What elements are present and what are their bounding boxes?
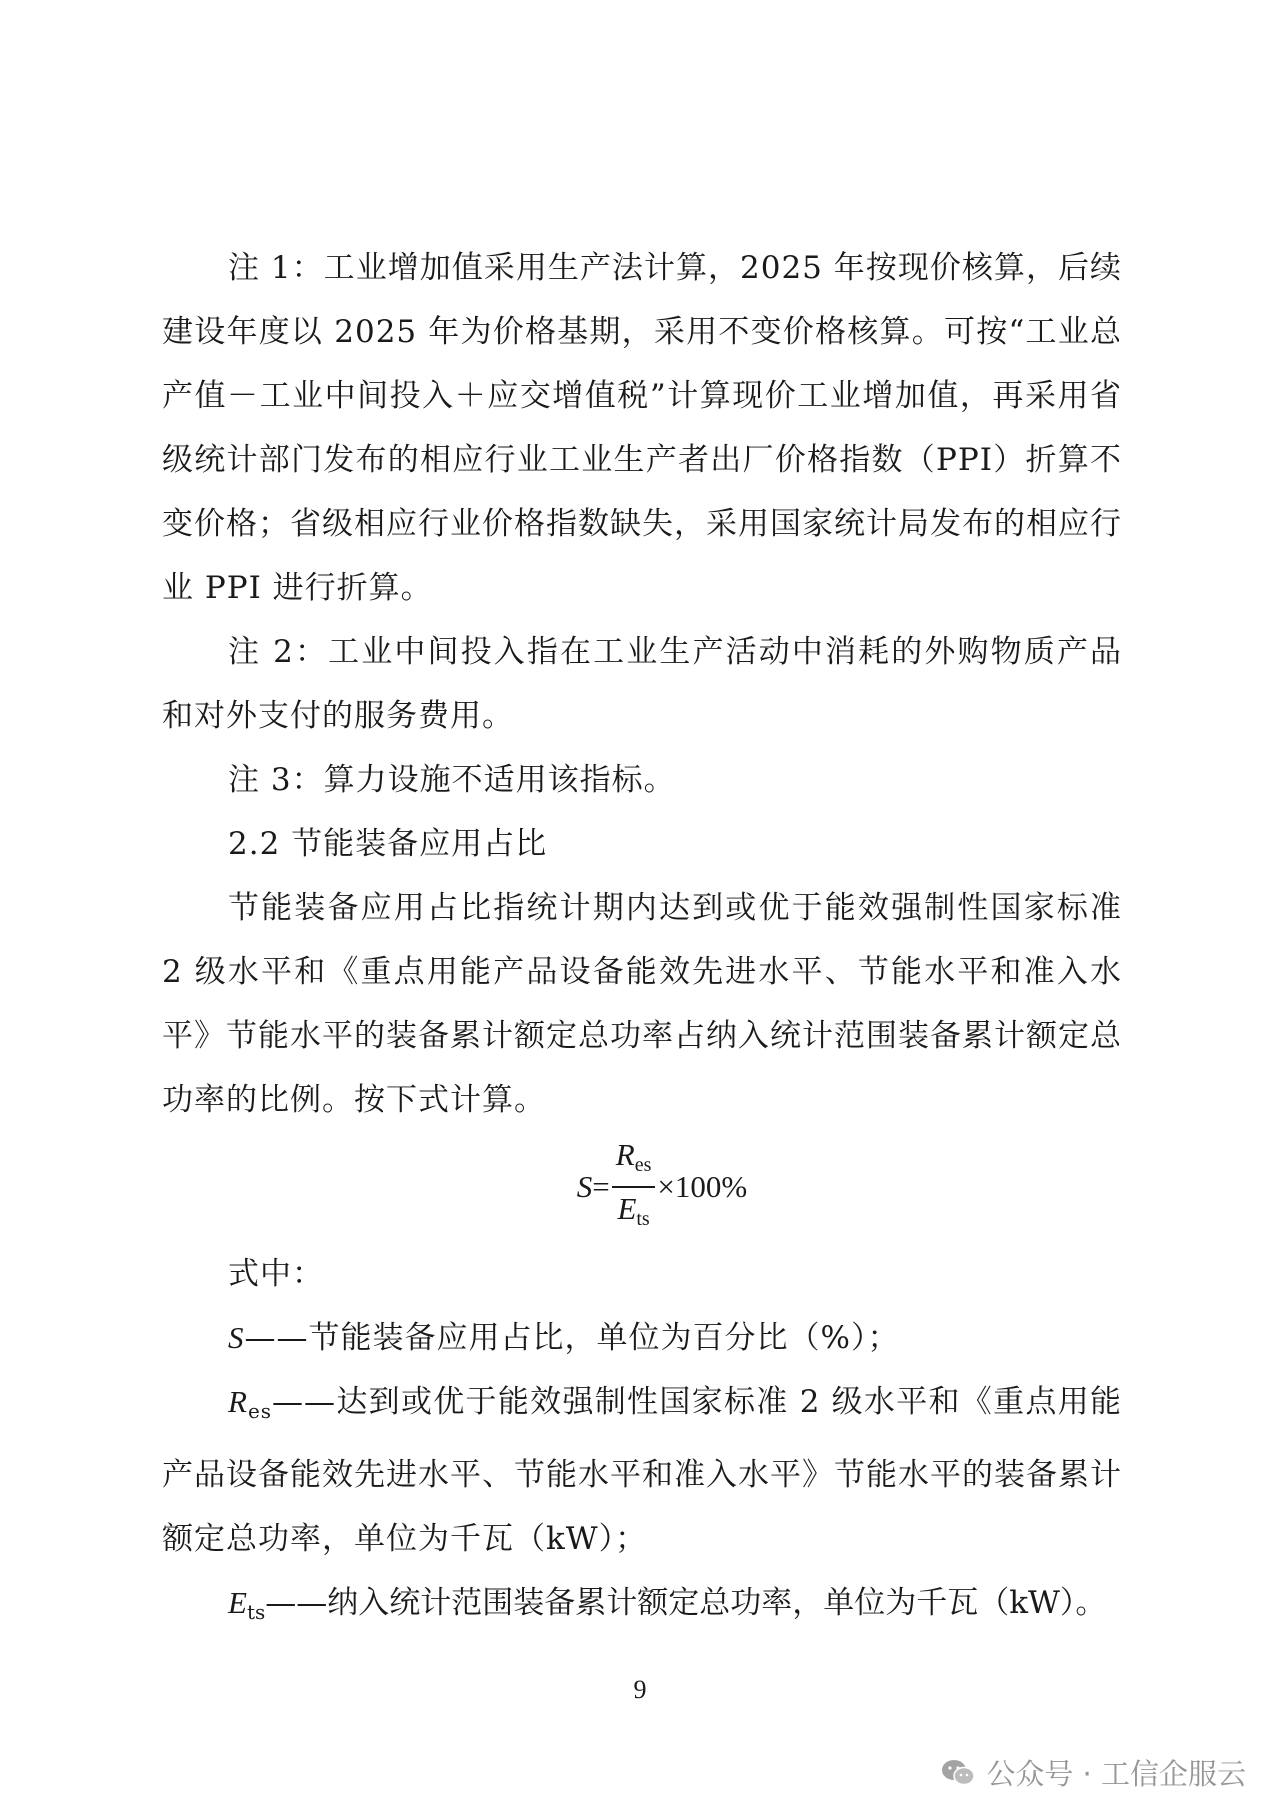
formula-numerator bbox=[612, 1136, 656, 1188]
definition-symbol: S bbox=[228, 1320, 245, 1355]
definition-text: ——纳入统计范围装备累计额定总功率，单位为千瓦（kW）。 bbox=[265, 1585, 1107, 1621]
denominator-var: E bbox=[617, 1191, 637, 1226]
watermark-text: 公众号 · 工信企服云 bbox=[986, 1757, 1246, 1791]
note-2: 注 2：工业中间投入指在工业生产活动中消耗的外购物质产品和对外支付的服务费用。 bbox=[162, 634, 1122, 734]
page-number: 9 bbox=[633, 1675, 647, 1704]
definition-sub: ts bbox=[246, 1600, 266, 1624]
note-3: 注 3：算力设施不适用该指标。 bbox=[228, 762, 676, 798]
formula bbox=[202, 1132, 1122, 1242]
numerator-var: R bbox=[615, 1137, 635, 1172]
definitions-intro: 式中： bbox=[228, 1256, 324, 1292]
definition-item bbox=[162, 1306, 1122, 1370]
section-paragraph: 节能装备应用占比指统计期内达到或优于能效强制性国家标准 2 级水平和《重点用能产品设备能效先进水平、节能水平和准入水平》节能水平的装备累计额定总功率占纳入统计范围装备累计额定总功率的比例。按下式计算。 bbox=[162, 890, 1122, 1118]
definition-sub: es bbox=[247, 1399, 273, 1423]
definition-text: ——节能装备应用占比，单位为百分比（%）； bbox=[244, 1320, 900, 1356]
definition-item bbox=[162, 1571, 1122, 1644]
formula-factor: ×100% bbox=[657, 1169, 748, 1204]
denominator-sub: ts bbox=[636, 1208, 650, 1230]
page-content bbox=[162, 236, 1122, 1644]
definition-item bbox=[162, 1370, 1122, 1571]
definition-symbol: E bbox=[228, 1585, 247, 1620]
numerator-sub: es bbox=[634, 1154, 652, 1176]
definition-text: ——达到或优于能效强制性国家标准 2 级水平和《重点用能产品设备能效先进水平、节能水平和准入水平》节能水平的装备累计额定总功率，单位为千瓦（kW）； bbox=[162, 1384, 1122, 1557]
watermark bbox=[940, 1752, 1246, 1793]
formula-denominator bbox=[613, 1188, 653, 1238]
formula-lhs: S bbox=[576, 1169, 593, 1204]
note-1: 注 1：工业增加值采用生产法计算，2025 年按现价核算，后续建设年度以 2025 年为价格基期，采用不变价格核算。可按“工业总产值－工业中间投入＋应交增值税”计算现价工业增加值，再采用省级统计部门发布的相应行业工业生产者出厂价格指数（PPI）折算不变价格；省级相应行业价格指数缺失，采用国家统计局发布的相应行业 PPI 进行折算。 bbox=[162, 250, 1122, 606]
formula-fraction bbox=[612, 1136, 656, 1238]
formula-equals: = bbox=[592, 1169, 610, 1204]
section-heading: 2.2 节能装备应用占比 bbox=[228, 826, 548, 862]
definition-symbol: R bbox=[228, 1384, 248, 1419]
wechat-icon bbox=[940, 1758, 976, 1788]
